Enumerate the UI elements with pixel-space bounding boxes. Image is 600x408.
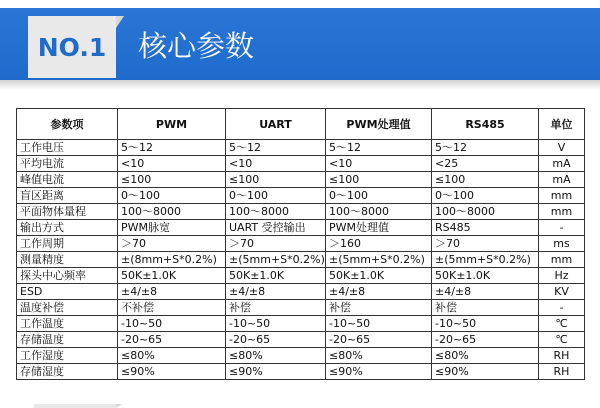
param-name-cell: 平面物体量程 — [17, 204, 118, 220]
banner-shadow — [0, 80, 600, 90]
value-cell: ≤80% — [118, 348, 226, 364]
table-row — [17, 284, 585, 300]
table-row — [17, 236, 585, 252]
param-name-cell: 探头中心频率 — [17, 268, 118, 284]
param-name-cell: 工作电压 — [17, 140, 118, 156]
param-name-cell: 测量精度 — [17, 252, 118, 268]
unit-cell: ms — [539, 236, 585, 252]
value-cell: ＞70 — [226, 236, 326, 252]
value-cell: 补偿 — [326, 300, 432, 316]
header-param: 参数项 — [17, 109, 118, 140]
value-cell: ≤90% — [326, 364, 432, 380]
param-name-cell: 工作周期 — [17, 236, 118, 252]
value-cell: PWM处理值 — [326, 220, 432, 236]
value-cell: ≤80% — [432, 348, 539, 364]
param-name-cell: 存储温度 — [17, 332, 118, 348]
table-row — [17, 140, 585, 156]
value-cell: 50K±1.0K — [326, 268, 432, 284]
value-cell: 50K±1.0K — [432, 268, 539, 284]
value-cell: RS485 — [432, 220, 539, 236]
value-cell: ≤90% — [432, 364, 539, 380]
value-cell: 0～100 — [432, 188, 539, 204]
param-name-cell: 峰值电流 — [17, 172, 118, 188]
value-cell: ＞160 — [326, 236, 432, 252]
value-cell: 0～100 — [226, 188, 326, 204]
value-cell: ±4/±8 — [118, 284, 226, 300]
value-cell: ≤100 — [326, 172, 432, 188]
value-cell: 5～12 — [118, 140, 226, 156]
value-cell: ≤100 — [118, 172, 226, 188]
value-cell: ≤100 — [226, 172, 326, 188]
table-header-row — [17, 109, 585, 140]
unit-cell: V — [539, 140, 585, 156]
value-cell: UART 受控输出 — [226, 220, 326, 236]
table-row — [17, 204, 585, 220]
value-cell: 0～100 — [118, 188, 226, 204]
value-cell: -20~65 — [326, 332, 432, 348]
value-cell: 5～12 — [432, 140, 539, 156]
value-cell: ±(5mm+S*0.2%) — [226, 252, 326, 268]
table-row — [17, 332, 585, 348]
value-cell: 100～8000 — [226, 204, 326, 220]
value-cell: 100～8000 — [326, 204, 432, 220]
unit-cell: mm — [539, 188, 585, 204]
value-cell: ±(8mm+S*0.2%) — [118, 252, 226, 268]
value-cell: -20~65 — [118, 332, 226, 348]
table-row — [17, 220, 585, 236]
table-row — [17, 172, 585, 188]
header-pwm-value: PWM处理值 — [326, 109, 432, 140]
value-cell: ≤90% — [226, 364, 326, 380]
value-cell: 补偿 — [432, 300, 539, 316]
header-uart: UART — [226, 109, 326, 140]
param-name-cell: 工作温度 — [17, 316, 118, 332]
value-cell: 5～12 — [226, 140, 326, 156]
param-name-cell: ESD — [17, 284, 118, 300]
table-row — [17, 316, 585, 332]
unit-cell: KV — [539, 284, 585, 300]
table-row — [17, 156, 585, 172]
value-cell: 100～8000 — [432, 204, 539, 220]
value-cell: ±(5mm+S*0.2%) — [432, 252, 539, 268]
unit-cell: RH — [539, 348, 585, 364]
value-cell: 0～100 — [326, 188, 432, 204]
value-cell: PWM脉宽 — [118, 220, 226, 236]
value-cell: ≤80% — [326, 348, 432, 364]
param-name-cell: 平均电流 — [17, 156, 118, 172]
table-row — [17, 252, 585, 268]
value-cell: ≤80% — [226, 348, 326, 364]
value-cell: -20~65 — [432, 332, 539, 348]
value-cell: -10~50 — [326, 316, 432, 332]
table-row — [17, 188, 585, 204]
spec-table — [16, 108, 585, 380]
value-cell: -10~50 — [226, 316, 326, 332]
unit-cell: RH — [539, 364, 585, 380]
value-cell: -20~65 — [226, 332, 326, 348]
unit-cell: ℃ — [539, 316, 585, 332]
value-cell: ±(5mm+S*0.2%) — [326, 252, 432, 268]
value-cell: ≤100 — [432, 172, 539, 188]
value-cell: <10 — [226, 156, 326, 172]
unit-cell: mA — [539, 172, 585, 188]
value-cell: ＞70 — [118, 236, 226, 252]
unit-cell: - — [539, 220, 585, 236]
next-section-number-notch — [116, 404, 122, 408]
param-name-cell: 温度补偿 — [17, 300, 118, 316]
value-cell: 100～8000 — [118, 204, 226, 220]
unit-cell: mm — [539, 204, 585, 220]
section-number-box — [28, 16, 116, 78]
param-name-cell: 工作湿度 — [17, 348, 118, 364]
value-cell: <10 — [326, 156, 432, 172]
section-title: 核心参数 — [138, 29, 255, 63]
unit-cell: Hz — [539, 268, 585, 284]
value-cell: <25 — [432, 156, 539, 172]
table-row — [17, 364, 585, 380]
value-cell: 5～12 — [326, 140, 432, 156]
value-cell: 补偿 — [226, 300, 326, 316]
unit-cell: mm — [539, 252, 585, 268]
table-row — [17, 300, 585, 316]
value-cell: ≤90% — [118, 364, 226, 380]
header-unit: 单位 — [539, 109, 585, 140]
value-cell: ＞70 — [432, 236, 539, 252]
value-cell: -10~50 — [118, 316, 226, 332]
value-cell: ±4/±8 — [326, 284, 432, 300]
value-cell: 50K±1.0K — [226, 268, 326, 284]
value-cell: 50K±1.0K — [118, 268, 226, 284]
unit-cell: ℃ — [539, 332, 585, 348]
unit-cell: - — [539, 300, 585, 316]
param-name-cell: 输出方式 — [17, 220, 118, 236]
value-cell: 不补偿 — [118, 300, 226, 316]
value-cell: ±4/±8 — [432, 284, 539, 300]
table-row — [17, 348, 585, 364]
header-rs485: RS485 — [432, 109, 539, 140]
value-cell: ±4/±8 — [226, 284, 326, 300]
value-cell: -10~50 — [432, 316, 539, 332]
section-number-label: NO.1 — [37, 32, 107, 62]
next-section-number-box — [34, 404, 116, 408]
table-body — [17, 140, 585, 380]
param-name-cell: 盲区距离 — [17, 188, 118, 204]
section-number-notch — [116, 16, 124, 28]
header-pwm: PWM — [118, 109, 226, 140]
unit-cell: mA — [539, 156, 585, 172]
param-name-cell: 存储湿度 — [17, 364, 118, 380]
table-row — [17, 268, 585, 284]
value-cell: <10 — [118, 156, 226, 172]
